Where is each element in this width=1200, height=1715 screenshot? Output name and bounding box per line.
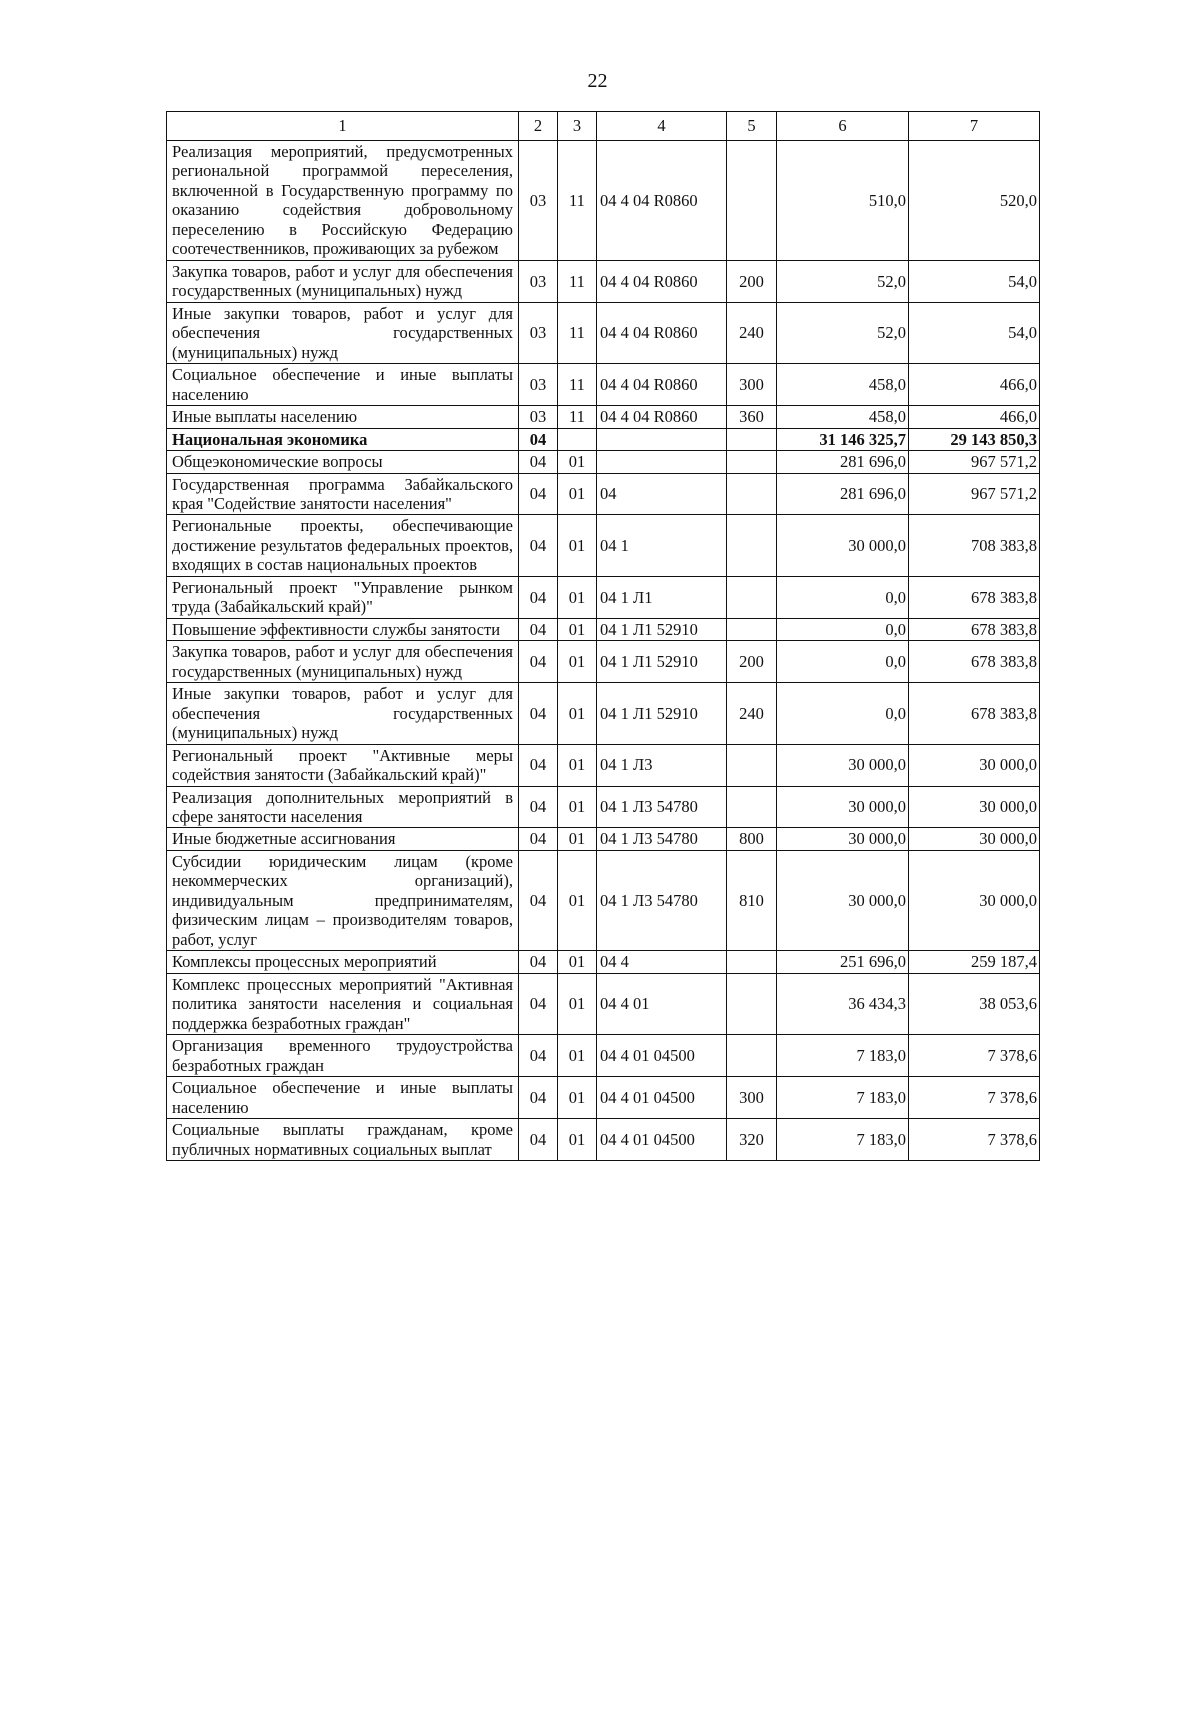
target-article-cell: 04 1 Л1 bbox=[597, 576, 727, 618]
row-name-cell: Региональный проект "Управление рынком труда (Забайкальский край)" bbox=[167, 576, 519, 618]
target-article-cell: 04 1 Л1 52910 bbox=[597, 618, 727, 640]
amount-year2-cell: 678 383,8 bbox=[909, 641, 1040, 683]
subsection-code-cell: 11 bbox=[558, 406, 597, 428]
table-row bbox=[167, 786, 1040, 828]
row-name-cell: Иные бюджетные ассигнования bbox=[167, 828, 519, 850]
section-code-cell: 04 bbox=[519, 744, 558, 786]
column-header: 5 bbox=[727, 112, 777, 141]
amount-year1-cell: 281 696,0 bbox=[777, 451, 909, 473]
expense-type-cell bbox=[727, 1035, 777, 1077]
row-name-cell: Закупка товаров, работ и услуг для обеспечения государственных (муниципальных) нужд bbox=[167, 641, 519, 683]
amount-year1-cell: 30 000,0 bbox=[777, 850, 909, 950]
target-article-cell: 04 bbox=[597, 473, 727, 515]
amount-year2-cell: 259 187,4 bbox=[909, 951, 1040, 973]
expense-type-cell bbox=[727, 515, 777, 576]
section-code-cell: 04 bbox=[519, 1119, 558, 1161]
subsection-code-cell: 01 bbox=[558, 786, 597, 828]
column-header: 7 bbox=[909, 112, 1040, 141]
table-row bbox=[167, 451, 1040, 473]
section-code-cell: 03 bbox=[519, 364, 558, 406]
target-article-cell: 04 1 Л3 bbox=[597, 744, 727, 786]
amount-year2-cell: 30 000,0 bbox=[909, 850, 1040, 950]
target-article-cell: 04 4 01 bbox=[597, 973, 727, 1034]
subsection-code-cell: 01 bbox=[558, 683, 597, 744]
expense-type-cell: 240 bbox=[727, 302, 777, 363]
amount-year2-cell: 30 000,0 bbox=[909, 828, 1040, 850]
page-number: 22 bbox=[587, 70, 608, 92]
table-row bbox=[167, 744, 1040, 786]
row-name-cell: Субсидии юридическим лицам (кроме некоммерческих организаций), индивидуальным предпринимателям, физическим лицам – производителям товаров, работ, услуг bbox=[167, 850, 519, 950]
amount-year1-cell: 30 000,0 bbox=[777, 744, 909, 786]
amount-year2-cell: 967 571,2 bbox=[909, 451, 1040, 473]
budget-table bbox=[166, 111, 1040, 1161]
subsection-code-cell: 01 bbox=[558, 473, 597, 515]
amount-year1-cell: 7 183,0 bbox=[777, 1035, 909, 1077]
subsection-code-cell: 01 bbox=[558, 641, 597, 683]
amount-year2-cell: 29 143 850,3 bbox=[909, 428, 1040, 450]
subsection-code-cell: 01 bbox=[558, 973, 597, 1034]
expense-type-cell: 810 bbox=[727, 850, 777, 950]
target-article-cell bbox=[597, 451, 727, 473]
amount-year1-cell: 52,0 bbox=[777, 260, 909, 302]
table-row bbox=[167, 641, 1040, 683]
subsection-code-cell: 01 bbox=[558, 1119, 597, 1161]
column-header: 3 bbox=[558, 112, 597, 141]
section-code-cell: 03 bbox=[519, 141, 558, 261]
expense-type-cell: 300 bbox=[727, 364, 777, 406]
table-row bbox=[167, 618, 1040, 640]
row-name-cell: Закупка товаров, работ и услуг для обеспечения государственных (муниципальных) нужд bbox=[167, 260, 519, 302]
column-header: 4 bbox=[597, 112, 727, 141]
table-row bbox=[167, 406, 1040, 428]
section-code-cell: 04 bbox=[519, 576, 558, 618]
table-row bbox=[167, 364, 1040, 406]
table-row bbox=[167, 473, 1040, 515]
amount-year1-cell: 0,0 bbox=[777, 683, 909, 744]
target-article-cell: 04 1 Л3 54780 bbox=[597, 786, 727, 828]
amount-year2-cell: 7 378,6 bbox=[909, 1119, 1040, 1161]
amount-year1-cell: 458,0 bbox=[777, 364, 909, 406]
amount-year1-cell: 0,0 bbox=[777, 576, 909, 618]
amount-year1-cell: 0,0 bbox=[777, 641, 909, 683]
row-name-cell: Государственная программа Забайкальского края "Содействие занятости населения" bbox=[167, 473, 519, 515]
amount-year2-cell: 7 378,6 bbox=[909, 1077, 1040, 1119]
subsection-code-cell: 01 bbox=[558, 744, 597, 786]
amount-year1-cell: 7 183,0 bbox=[777, 1077, 909, 1119]
row-name-cell: Реализация дополнительных мероприятий в сфере занятости населения bbox=[167, 786, 519, 828]
subsection-code-cell: 01 bbox=[558, 1077, 597, 1119]
expense-type-cell: 800 bbox=[727, 828, 777, 850]
expense-type-cell bbox=[727, 428, 777, 450]
target-article-cell: 04 1 Л1 52910 bbox=[597, 683, 727, 744]
expense-type-cell bbox=[727, 744, 777, 786]
amount-year1-cell: 52,0 bbox=[777, 302, 909, 363]
row-name-cell: Повышение эффективности службы занятости bbox=[167, 618, 519, 640]
row-name-cell: Иные выплаты населению bbox=[167, 406, 519, 428]
row-name-cell: Национальная экономика bbox=[167, 428, 519, 450]
section-code-cell: 03 bbox=[519, 406, 558, 428]
row-name-cell: Комплексы процессных мероприятий bbox=[167, 951, 519, 973]
row-name-cell: Комплекс процессных мероприятий "Активная политика занятости населения и социальная поддержка безработных граждан" bbox=[167, 973, 519, 1034]
subsection-code-cell: 11 bbox=[558, 260, 597, 302]
table-row bbox=[167, 141, 1040, 261]
section-code-cell: 04 bbox=[519, 828, 558, 850]
table-row bbox=[167, 973, 1040, 1034]
subsection-code-cell bbox=[558, 428, 597, 450]
subsection-code-cell: 01 bbox=[558, 850, 597, 950]
expense-type-cell bbox=[727, 576, 777, 618]
target-article-cell: 04 4 bbox=[597, 951, 727, 973]
table-row bbox=[167, 828, 1040, 850]
amount-year1-cell: 30 000,0 bbox=[777, 786, 909, 828]
subsection-code-cell: 01 bbox=[558, 618, 597, 640]
expense-type-cell: 200 bbox=[727, 260, 777, 302]
table-row bbox=[167, 515, 1040, 576]
table-row bbox=[167, 1035, 1040, 1077]
target-article-cell: 04 4 04 R0860 bbox=[597, 141, 727, 261]
subsection-code-cell: 11 bbox=[558, 302, 597, 363]
row-name-cell: Региональные проекты, обеспечивающие достижение результатов федеральных проектов, входящих в состав национальных проектов bbox=[167, 515, 519, 576]
section-code-cell: 04 bbox=[519, 1035, 558, 1077]
subsection-code-cell: 11 bbox=[558, 364, 597, 406]
row-name-cell: Социальное обеспечение и иные выплаты населению bbox=[167, 1077, 519, 1119]
table-row bbox=[167, 1119, 1040, 1161]
amount-year1-cell: 30 000,0 bbox=[777, 515, 909, 576]
amount-year2-cell: 54,0 bbox=[909, 302, 1040, 363]
amount-year2-cell: 678 383,8 bbox=[909, 683, 1040, 744]
section-code-cell: 04 bbox=[519, 451, 558, 473]
row-name-cell: Иные закупки товаров, работ и услуг для обеспечения государственных (муниципальных) нужд bbox=[167, 683, 519, 744]
target-article-cell: 04 1 Л1 52910 bbox=[597, 641, 727, 683]
target-article-cell: 04 4 04 R0860 bbox=[597, 406, 727, 428]
amount-year2-cell: 30 000,0 bbox=[909, 744, 1040, 786]
amount-year2-cell: 30 000,0 bbox=[909, 786, 1040, 828]
subsection-code-cell: 01 bbox=[558, 451, 597, 473]
target-article-cell bbox=[597, 428, 727, 450]
amount-year2-cell: 678 383,8 bbox=[909, 576, 1040, 618]
section-code-cell: 03 bbox=[519, 302, 558, 363]
column-header: 6 bbox=[777, 112, 909, 141]
section-code-cell: 04 bbox=[519, 786, 558, 828]
table-body bbox=[167, 141, 1040, 1161]
amount-year2-cell: 678 383,8 bbox=[909, 618, 1040, 640]
section-code-cell: 04 bbox=[519, 1077, 558, 1119]
amount-year1-cell: 0,0 bbox=[777, 618, 909, 640]
section-code-cell: 04 bbox=[519, 618, 558, 640]
table-row bbox=[167, 576, 1040, 618]
expense-type-cell bbox=[727, 618, 777, 640]
amount-year1-cell: 281 696,0 bbox=[777, 473, 909, 515]
section-code-cell: 03 bbox=[519, 260, 558, 302]
amount-year2-cell: 54,0 bbox=[909, 260, 1040, 302]
row-name-cell: Иные закупки товаров, работ и услуг для обеспечения государственных (муниципальных) нужд bbox=[167, 302, 519, 363]
table-header-row bbox=[167, 112, 1040, 141]
expense-type-cell: 320 bbox=[727, 1119, 777, 1161]
target-article-cell: 04 4 04 R0860 bbox=[597, 302, 727, 363]
expense-type-cell bbox=[727, 451, 777, 473]
subsection-code-cell: 01 bbox=[558, 576, 597, 618]
row-name-cell: Реализация мероприятий, предусмотренных региональной программой переселения, включенной в Государственную программу по оказанию содействия добровольному переселению в Российскую Федерацию соотечественников, проживающих за рубежом bbox=[167, 141, 519, 261]
amount-year1-cell: 510,0 bbox=[777, 141, 909, 261]
subsection-code-cell: 01 bbox=[558, 828, 597, 850]
target-article-cell: 04 4 01 04500 bbox=[597, 1035, 727, 1077]
amount-year1-cell: 458,0 bbox=[777, 406, 909, 428]
expense-type-cell bbox=[727, 973, 777, 1034]
expense-type-cell bbox=[727, 473, 777, 515]
table-row bbox=[167, 683, 1040, 744]
section-code-cell: 04 bbox=[519, 951, 558, 973]
section-code-cell: 04 bbox=[519, 473, 558, 515]
table-row bbox=[167, 302, 1040, 363]
column-header: 2 bbox=[519, 112, 558, 141]
expense-type-cell: 200 bbox=[727, 641, 777, 683]
expense-type-cell bbox=[727, 141, 777, 261]
amount-year2-cell: 967 571,2 bbox=[909, 473, 1040, 515]
expense-type-cell bbox=[727, 951, 777, 973]
amount-year2-cell: 520,0 bbox=[909, 141, 1040, 261]
amount-year2-cell: 38 053,6 bbox=[909, 973, 1040, 1034]
table-row bbox=[167, 850, 1040, 950]
subsection-code-cell: 11 bbox=[558, 141, 597, 261]
table-row bbox=[167, 951, 1040, 973]
row-name-cell: Общеэкономические вопросы bbox=[167, 451, 519, 473]
target-article-cell: 04 4 01 04500 bbox=[597, 1119, 727, 1161]
subsection-code-cell: 01 bbox=[558, 515, 597, 576]
section-code-cell: 04 bbox=[519, 973, 558, 1034]
target-article-cell: 04 1 Л3 54780 bbox=[597, 850, 727, 950]
row-name-cell: Социальные выплаты гражданам, кроме публичных нормативных социальных выплат bbox=[167, 1119, 519, 1161]
amount-year2-cell: 708 383,8 bbox=[909, 515, 1040, 576]
target-article-cell: 04 4 04 R0860 bbox=[597, 260, 727, 302]
amount-year1-cell: 30 000,0 bbox=[777, 828, 909, 850]
expense-type-cell bbox=[727, 786, 777, 828]
row-name-cell: Организация временного трудоустройства безработных граждан bbox=[167, 1035, 519, 1077]
table-row bbox=[167, 1077, 1040, 1119]
expense-type-cell: 240 bbox=[727, 683, 777, 744]
expense-type-cell: 360 bbox=[727, 406, 777, 428]
section-code-cell: 04 bbox=[519, 683, 558, 744]
amount-year2-cell: 466,0 bbox=[909, 406, 1040, 428]
row-name-cell: Социальное обеспечение и иные выплаты населению bbox=[167, 364, 519, 406]
row-name-cell: Региональный проект "Активные меры содействия занятости (Забайкальский край)" bbox=[167, 744, 519, 786]
subsection-code-cell: 01 bbox=[558, 951, 597, 973]
section-code-cell: 04 bbox=[519, 641, 558, 683]
section-code-cell: 04 bbox=[519, 428, 558, 450]
target-article-cell: 04 4 04 R0860 bbox=[597, 364, 727, 406]
subsection-code-cell: 01 bbox=[558, 1035, 597, 1077]
expense-type-cell: 300 bbox=[727, 1077, 777, 1119]
target-article-cell: 04 1 Л3 54780 bbox=[597, 828, 727, 850]
table-row bbox=[167, 260, 1040, 302]
amount-year1-cell: 7 183,0 bbox=[777, 1119, 909, 1161]
table-row bbox=[167, 428, 1040, 450]
section-code-cell: 04 bbox=[519, 515, 558, 576]
column-header: 1 bbox=[167, 112, 519, 141]
target-article-cell: 04 1 bbox=[597, 515, 727, 576]
amount-year1-cell: 36 434,3 bbox=[777, 973, 909, 1034]
target-article-cell: 04 4 01 04500 bbox=[597, 1077, 727, 1119]
section-code-cell: 04 bbox=[519, 850, 558, 950]
amount-year2-cell: 466,0 bbox=[909, 364, 1040, 406]
amount-year1-cell: 251 696,0 bbox=[777, 951, 909, 973]
amount-year2-cell: 7 378,6 bbox=[909, 1035, 1040, 1077]
amount-year1-cell: 31 146 325,7 bbox=[777, 428, 909, 450]
